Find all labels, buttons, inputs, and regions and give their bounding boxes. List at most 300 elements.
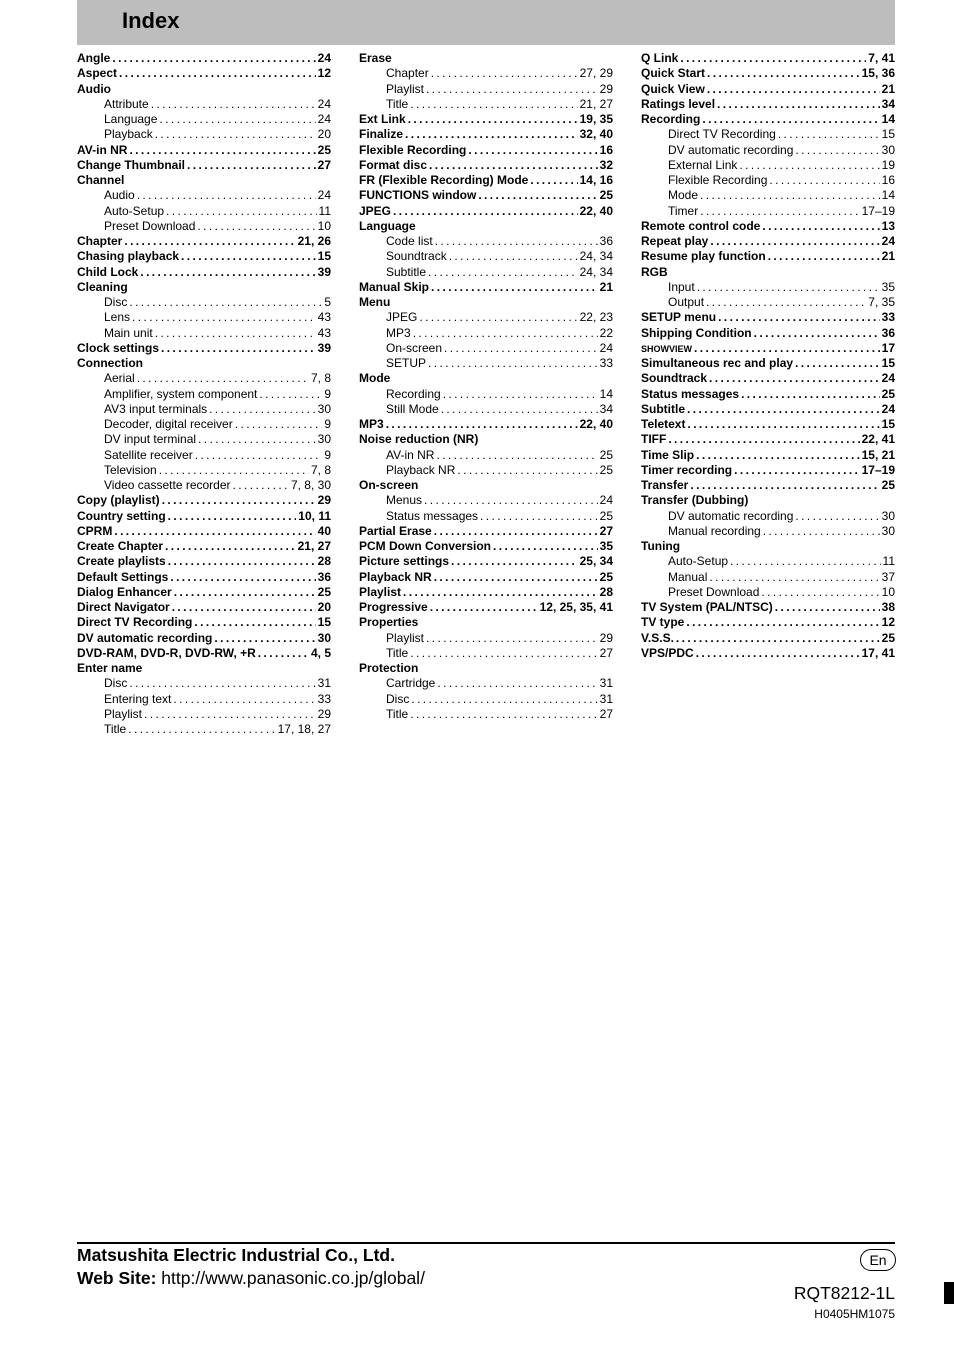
- entry-term: SHOWVIEW: [641, 343, 692, 354]
- entry-term: Playlist: [386, 630, 425, 645]
- index-entry: [359, 631, 613, 646]
- index-entry: [359, 387, 613, 402]
- index-entry: [641, 82, 895, 97]
- index-entry: [359, 112, 613, 127]
- entry-term: Time Slip: [641, 447, 695, 462]
- index-entry: [641, 219, 895, 234]
- index-heading: [77, 82, 331, 97]
- entry-term: Satellite receiver: [104, 447, 193, 462]
- index-entry: [77, 631, 331, 646]
- dot-leader: [405, 127, 578, 142]
- index-entry: [77, 676, 331, 691]
- page-reference: 36: [599, 234, 613, 248]
- page-reference: 21, 27: [297, 539, 331, 553]
- index-heading: [359, 478, 613, 493]
- entry-term: Subtitle: [641, 401, 685, 416]
- index-entry: [77, 371, 331, 386]
- page-reference: 31: [317, 676, 331, 691]
- entry-term: TV System (PAL/NTSC): [641, 600, 773, 614]
- index-entry: [641, 249, 895, 264]
- dot-leader: [795, 143, 879, 158]
- dot-leader: [165, 539, 296, 554]
- page-title: Index: [122, 8, 180, 33]
- page-reference: 9: [324, 447, 331, 462]
- page-reference: 5: [324, 295, 331, 309]
- page-reference: 16: [881, 173, 895, 187]
- entry-term: Repeat play: [641, 234, 709, 248]
- dot-leader: [140, 265, 315, 280]
- index-entry: [641, 326, 895, 341]
- dot-leader: [170, 570, 315, 585]
- entry-term: Language: [359, 218, 416, 233]
- page-reference: 39: [317, 264, 331, 279]
- index-entry: [641, 509, 895, 524]
- dot-leader: [696, 448, 859, 463]
- dot-leader: [209, 402, 315, 417]
- index-entry: [641, 371, 895, 386]
- index-entry: [359, 341, 613, 356]
- dot-leader: [155, 127, 316, 142]
- index-heading: [359, 295, 613, 310]
- entry-term: V.S.S.: [641, 630, 674, 645]
- dot-leader: [493, 539, 598, 554]
- index-entry: [77, 158, 331, 173]
- entry-term: Disc: [104, 676, 128, 691]
- page-reference: 21, 26: [297, 234, 331, 248]
- entry-term: Channel: [77, 173, 125, 187]
- dot-leader: [739, 158, 879, 173]
- index-heading: [641, 539, 895, 554]
- entry-term: Flexible Recording: [668, 173, 768, 187]
- dot-leader: [168, 554, 316, 569]
- index-entry: [641, 97, 895, 112]
- website-url[interactable]: http://www.panasonic.co.jp/global/: [161, 1268, 425, 1288]
- entry-term: Mode: [359, 371, 391, 386]
- dot-leader: [424, 493, 598, 508]
- dot-leader: [709, 371, 880, 386]
- index-entry: [77, 143, 331, 158]
- dot-leader: [159, 463, 309, 478]
- entry-term: Auto-Setup: [104, 203, 165, 218]
- entry-term: Ratings level: [641, 96, 716, 111]
- entry-term: DV automatic recording: [77, 630, 213, 645]
- entry-term: Playback NR: [359, 569, 432, 584]
- dot-leader: [430, 600, 538, 615]
- index-entry: [359, 585, 613, 600]
- dot-leader: [259, 387, 322, 402]
- page-reference: 21: [599, 279, 613, 294]
- page-reference: 28: [317, 554, 331, 569]
- dot-leader: [449, 249, 578, 264]
- index-entry: [77, 341, 331, 356]
- page-reference: 30: [881, 523, 895, 538]
- index-heading: [359, 661, 613, 676]
- index-entry: [77, 265, 331, 280]
- entry-term: Properties: [359, 615, 419, 630]
- index-heading: [359, 615, 613, 630]
- index-entry: [641, 188, 895, 203]
- page-reference: 15, 36: [861, 66, 895, 81]
- page-reference: 12, 25, 35, 41: [539, 600, 613, 614]
- page-reference: 21: [881, 249, 895, 264]
- page-reference: 28: [599, 584, 613, 599]
- index-entry: [641, 417, 895, 432]
- index-entry: [77, 432, 331, 447]
- page-reference: 14: [881, 188, 895, 203]
- page-reference: 15: [317, 615, 331, 630]
- dot-leader: [198, 432, 316, 447]
- entry-term: Playlist: [359, 584, 402, 599]
- page-reference: 24: [317, 188, 331, 203]
- dot-leader: [437, 676, 597, 691]
- page-reference: 27: [599, 523, 613, 538]
- page-reference: 25: [881, 478, 895, 492]
- page-reference: 25, 34: [579, 554, 613, 569]
- index-entry: [641, 66, 895, 81]
- page-reference: 10: [317, 218, 331, 233]
- index-entry: [641, 600, 895, 615]
- entry-term: Recording: [386, 386, 441, 401]
- dot-leader: [410, 97, 577, 112]
- page-reference: 14, 16: [579, 173, 613, 187]
- index-entry: [359, 326, 613, 341]
- page-reference: 40: [317, 523, 331, 538]
- dot-leader: [137, 371, 309, 386]
- entry-term: Entering text: [104, 691, 172, 706]
- entry-term: On-screen: [386, 340, 443, 355]
- entry-term: AV-in NR: [77, 142, 128, 157]
- index-entry: [359, 66, 613, 81]
- index-entry: [359, 158, 613, 173]
- dot-leader: [129, 676, 315, 691]
- index-entry: [641, 127, 895, 142]
- page-reference: 12: [881, 615, 895, 630]
- dot-leader: [428, 356, 598, 371]
- entry-term: Main unit: [104, 325, 153, 340]
- entry-term: DV automatic recording: [668, 508, 794, 523]
- entry-term: Lens: [104, 310, 131, 325]
- page-reference: 25: [599, 508, 613, 523]
- dot-leader: [451, 554, 578, 569]
- page-reference: 21, 27: [579, 96, 613, 111]
- dot-leader: [114, 524, 315, 539]
- dot-leader: [172, 600, 316, 615]
- page-reference: 25: [599, 188, 613, 203]
- page-reference: 24: [599, 340, 613, 355]
- entry-term: Playback NR: [386, 462, 456, 477]
- entry-term: Country setting: [77, 508, 166, 523]
- entry-term: Remote control code: [641, 218, 761, 233]
- page-reference: 34: [599, 401, 613, 416]
- entry-term: Angle: [77, 51, 111, 65]
- dot-leader: [151, 97, 316, 112]
- page-reference: 16: [599, 142, 613, 157]
- document-code: RQT8212-1L: [793, 1283, 895, 1303]
- page-reference: 29: [317, 706, 331, 721]
- entry-term: On-screen: [359, 478, 419, 492]
- index-entry: [641, 463, 895, 478]
- index-entry: [641, 402, 895, 417]
- page-reference: 7, 35: [868, 295, 895, 309]
- entry-term: Timer: [668, 203, 699, 218]
- entry-term: PCM Down Conversion: [359, 539, 492, 553]
- index-entry: [641, 432, 895, 447]
- index-heading: [359, 51, 613, 66]
- website-label: Web Site:: [77, 1268, 157, 1288]
- index-entry: [641, 356, 895, 371]
- entry-term: Dialog Enhancer: [77, 584, 172, 599]
- page-reference: 39: [317, 340, 331, 355]
- dot-leader: [694, 341, 880, 356]
- page-reference: 13: [881, 218, 895, 233]
- dot-leader: [159, 112, 315, 127]
- dot-leader: [436, 448, 597, 463]
- page-reference: 24: [317, 112, 331, 126]
- entry-term: Picture settings: [359, 554, 450, 569]
- index-entry: [77, 188, 331, 203]
- page-reference: 34: [881, 96, 895, 111]
- entry-term: Child Lock: [77, 264, 139, 279]
- index-entry: [641, 554, 895, 569]
- index-entry: [359, 204, 613, 219]
- index-entry: [77, 570, 331, 585]
- dot-leader: [258, 646, 309, 661]
- page-reference: 24: [599, 493, 613, 508]
- entry-term: Audio: [104, 188, 135, 203]
- index-entry: [641, 51, 895, 66]
- dot-leader: [434, 524, 598, 539]
- dot-leader: [233, 478, 289, 493]
- entry-term: Status messages: [641, 386, 740, 401]
- dot-leader: [468, 143, 597, 158]
- index-entry: [77, 646, 331, 661]
- page-reference: 17–19: [861, 203, 895, 218]
- index-entry: [641, 615, 895, 630]
- index-entry: [77, 97, 331, 112]
- page-reference: 25: [317, 584, 331, 599]
- entry-term: Disc: [386, 691, 410, 706]
- dot-leader: [195, 448, 323, 463]
- index-entry: [641, 143, 895, 158]
- page-reference: 14: [881, 112, 895, 126]
- entry-term: Disc: [104, 295, 128, 309]
- entry-term: Noise reduction (NR): [359, 432, 479, 447]
- language-badge: En: [860, 1249, 896, 1271]
- dot-leader: [187, 158, 316, 173]
- dot-leader: [686, 615, 879, 630]
- index-heading: [77, 280, 331, 295]
- index-entry: [77, 326, 331, 341]
- entry-term: Progressive: [359, 600, 428, 614]
- index-entry: [641, 341, 895, 356]
- print-code: H0405HM1075: [814, 1307, 895, 1321]
- index-entry: [77, 204, 331, 219]
- dot-leader: [137, 188, 316, 203]
- index-heading: [359, 371, 613, 386]
- entry-term: Code list: [386, 234, 433, 248]
- dot-leader: [413, 326, 598, 341]
- dot-leader: [702, 112, 879, 127]
- dot-leader: [700, 188, 880, 203]
- entry-term: Chapter: [386, 66, 429, 81]
- page-reference: 33: [599, 356, 613, 370]
- page-reference: 38: [881, 600, 895, 614]
- page-reference: 24, 34: [579, 249, 613, 264]
- entry-term: Resume play function: [641, 249, 766, 264]
- page-reference: 19: [881, 157, 895, 172]
- entry-term: Amplifier, system component: [104, 386, 258, 401]
- dot-leader: [408, 112, 578, 127]
- entry-term: Output: [668, 295, 705, 309]
- dot-leader: [457, 463, 597, 478]
- page-reference: 37: [881, 569, 895, 584]
- index-entry: [359, 570, 613, 585]
- entry-term: Copy (playlist): [77, 493, 160, 508]
- entry-term: Aerial: [104, 371, 135, 386]
- index-entry: [641, 158, 895, 173]
- index-entry: [641, 173, 895, 188]
- entry-term: Quick Start: [641, 66, 706, 81]
- entry-term: Preset Download: [668, 584, 760, 599]
- entry-term: Cleaning: [77, 279, 128, 294]
- dot-leader: [690, 478, 879, 493]
- page-reference: 15: [881, 127, 895, 142]
- entry-term: Format disc: [359, 157, 428, 172]
- dot-leader: [197, 219, 315, 234]
- entry-term: TIFF: [641, 432, 667, 447]
- entry-term: DV automatic recording: [668, 142, 794, 157]
- dot-leader: [717, 97, 880, 112]
- index-entry: [77, 722, 331, 737]
- page-reference: 25: [599, 569, 613, 584]
- entry-term: Simultaneous rec and play: [641, 356, 794, 370]
- entry-term: Ext Link: [359, 112, 406, 126]
- entry-term: Clock settings: [77, 340, 160, 355]
- page-reference: 36: [317, 569, 331, 584]
- dot-leader: [700, 204, 859, 219]
- index-entry: [359, 463, 613, 478]
- entry-term: Transfer (Dubbing): [641, 493, 749, 508]
- page-reference: 25: [881, 630, 895, 645]
- dot-leader: [795, 509, 879, 524]
- entry-term: Q Link: [641, 51, 679, 65]
- index-entry: [359, 600, 613, 615]
- page-reference: 19, 35: [579, 112, 613, 126]
- page-reference: 32: [599, 157, 613, 172]
- dot-leader: [431, 280, 598, 295]
- page-reference: 4, 5: [310, 645, 331, 660]
- entry-term: SETUP: [386, 356, 427, 370]
- entry-term: Connection: [77, 356, 143, 370]
- entry-term: Video cassette recorder: [104, 478, 231, 492]
- entry-term: External Link: [668, 157, 738, 172]
- index-entry: [77, 692, 331, 707]
- dot-leader: [174, 585, 316, 600]
- page-reference: 31: [599, 691, 613, 706]
- page-reference: 29: [599, 630, 613, 645]
- entry-term: Manual Skip: [359, 279, 430, 294]
- dot-leader: [393, 204, 578, 219]
- dot-leader: [194, 615, 315, 630]
- entry-term: JPEG: [386, 310, 418, 325]
- dot-leader: [434, 570, 598, 585]
- index-entry: [77, 615, 331, 630]
- page-reference: 22, 40: [579, 203, 613, 218]
- dot-leader: [697, 280, 880, 295]
- entry-term: Direct TV Recording: [77, 615, 193, 630]
- dot-leader: [710, 234, 879, 249]
- index-entry: [77, 249, 331, 264]
- page-reference: 35: [599, 539, 613, 553]
- entry-term: AV-in NR: [386, 447, 435, 462]
- dot-leader: [410, 707, 597, 722]
- entry-term: FR (Flexible Recording) Mode: [359, 173, 529, 187]
- index-entry: [359, 646, 613, 661]
- index-entry: [77, 524, 331, 539]
- page-reference: 22, 23: [579, 310, 613, 325]
- dot-leader: [411, 692, 597, 707]
- page-reference: 29: [599, 81, 613, 96]
- entry-term: JPEG: [359, 203, 392, 218]
- page-reference: 11: [318, 203, 331, 218]
- entry-term: Status messages: [386, 508, 479, 523]
- index-entry: [77, 66, 331, 81]
- index-entry: [77, 51, 331, 66]
- index-entry: [359, 127, 613, 142]
- entry-term: Television: [104, 462, 157, 477]
- entry-term: Aspect: [77, 66, 118, 81]
- entry-term: Subtitle: [386, 264, 427, 279]
- page-reference: 15: [317, 249, 331, 264]
- page-reference: 36: [881, 325, 895, 340]
- page-reference: 31: [599, 676, 613, 691]
- page-reference: 24: [317, 96, 331, 111]
- dot-leader: [431, 66, 578, 81]
- page-reference: 10: [881, 584, 895, 599]
- dot-leader: [478, 188, 597, 203]
- entry-term: Playback: [104, 127, 153, 142]
- entry-term: Language: [104, 112, 158, 126]
- page-reference: 17, 41: [861, 645, 895, 660]
- page-reference: 33: [881, 310, 895, 325]
- page-reference: 7, 8: [310, 462, 331, 477]
- dot-leader: [129, 143, 315, 158]
- dot-leader: [676, 631, 880, 646]
- index-entry: [77, 127, 331, 142]
- page-reference: 33: [317, 691, 331, 706]
- dot-leader: [687, 417, 879, 432]
- index-entry: [641, 478, 895, 493]
- index-entry: [359, 188, 613, 203]
- index-entry: [359, 173, 613, 188]
- index-entry: [359, 524, 613, 539]
- dot-leader: [426, 82, 598, 97]
- page-reference: 29: [317, 493, 331, 508]
- index-heading: [77, 356, 331, 371]
- entry-term: Soundtrack: [386, 249, 447, 264]
- page-reference: 32, 40: [579, 127, 613, 142]
- page-reference: 25: [599, 462, 613, 477]
- page-reference: 15, 21: [861, 447, 895, 462]
- entry-term: DVD-RAM, DVD-R, DVD-RW, +R: [77, 645, 256, 660]
- index-entry: [641, 646, 895, 661]
- entry-term: Default Settings: [77, 569, 169, 584]
- dot-leader: [128, 722, 275, 737]
- page-reference: 30: [317, 401, 331, 416]
- dot-leader: [734, 463, 859, 478]
- index-entry: [359, 448, 613, 463]
- page-reference: 24: [881, 401, 895, 416]
